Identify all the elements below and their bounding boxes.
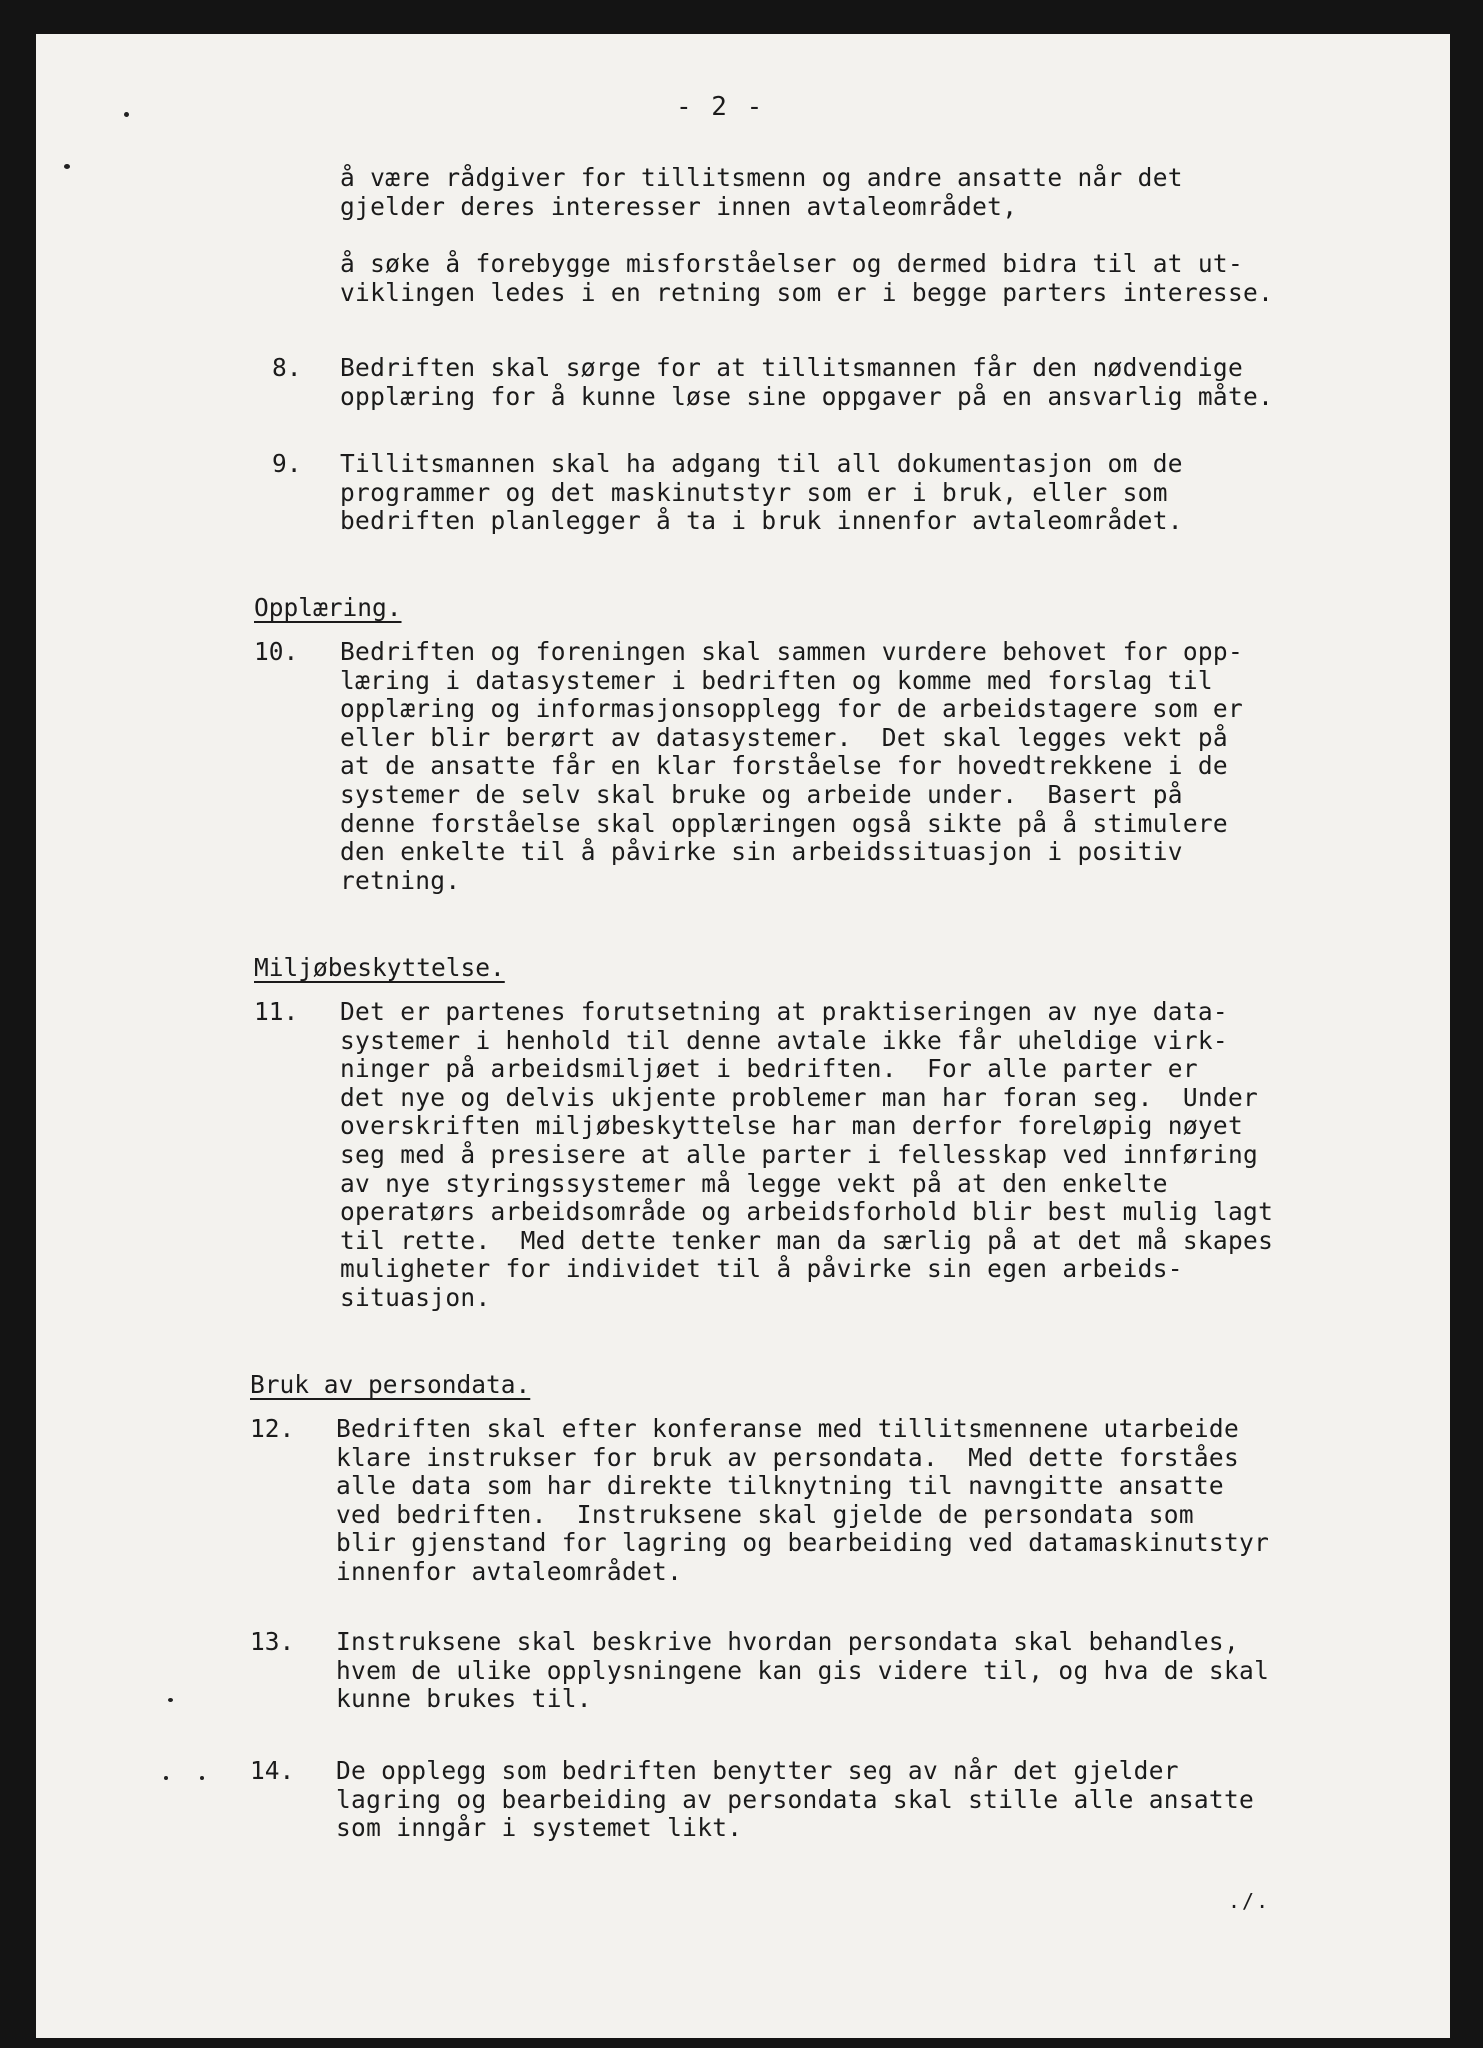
item-number: 14. xyxy=(250,1756,295,1785)
margin-speck xyxy=(200,1776,204,1780)
intro-paragraph-2: å søke å forebygge misforståelser og dermed bidra til at ut- viklingen ledes i en retning som er i begge parters interesse. xyxy=(340,249,1274,307)
item-text: Bedriften skal sørge for at tillitsmannen får den nødvendige opplæring for å kunne løse sine oppgaver på en ansvarlig måte. xyxy=(340,353,1274,411)
item-number: 10. xyxy=(254,637,299,666)
item-text: Bedriften og foreningen skal sammen vurdere behovet for opp- læring i datasystemer i bedriften og komme med forslag til opplæring og informasjonsopplegg for de arbeidstagere som er eller blir berørt av datasystemer. Det skal legges vekt på at de ansatte får en klar forståelse for hovedtrekkene i de systemer de selv skal bruke og arbeide under. Basert på denne forståelse skal opplæringen også sikte på å stimulere den enkelte til å påvirke sin arbeidssituasjon i positiv retning. xyxy=(340,637,1244,895)
margin-speck xyxy=(64,164,70,169)
item-number: 12. xyxy=(250,1414,295,1443)
margin-speck xyxy=(168,1698,173,1702)
item-number: 8. xyxy=(272,353,302,382)
item-number: 11. xyxy=(254,997,299,1026)
intro-paragraph-1: å være rådgiver for tillitsmenn og andre ansatte når det gjelder deres interesser innen avtaleområdet, xyxy=(340,163,1183,221)
section-heading: Bruk av persondata. xyxy=(250,1370,531,1399)
margin-speck xyxy=(124,112,129,117)
margin-speck xyxy=(164,1776,168,1780)
section-heading: Opplæring. xyxy=(254,593,402,622)
item-text: Tillitsmannen skal ha adgang til all dokumentasjon om de programmer og det maskinutstyr som er i bruk, eller som bedriften planlegger å ta i bruk innenfor avtaleområdet. xyxy=(340,449,1183,536)
page-number: - 2 - xyxy=(676,92,765,122)
item-text: De opplegg som bedriften benytter seg av når det gjelder lagring og bearbeiding av persondata skal stille alle ansatte som inngår i systemet likt. xyxy=(336,1756,1255,1843)
item-number: 13. xyxy=(250,1627,295,1656)
item-number: 9. xyxy=(272,449,302,478)
item-text: Det er partenes forutsetning at praktiseringen av nye data- systemer i henhold til denne avtale ikke får uheldige virk- ninger på arbeidsmiljøet i bedriften. For alle parter er det nye og delvis ukjente problemer man har foran seg. Under overskriften miljøbeskyttelse har man derfor foreløpig nøyet seg med å presisere at alle parter i fellesskap ved innføring av nye styringssystemer må legge vekt på at den enkelte operatørs arbeidsområde og arbeidsforhold blir best mulig lagt til rette. Med dette tenker man da særlig på at det må skapes muligheter for individet til å påvirke sin egen arbeids- situasjon. xyxy=(340,997,1274,1312)
item-text: Bedriften skal efter konferanse med tillitsmennene utarbeide klare instrukser for bruk av persondata. Med dette forståes alle data som har direkte tilknytning til navngitte ansatte ved bedriften. Instruksene skal gjelde de persondata som blir gjenstand for lagring og bearbeiding ved datamaskinutstyr innenfor avtaleområdet. xyxy=(336,1414,1270,1586)
item-text: Instruksene skal beskrive hvordan persondata skal behandles, hvem de ulike opplysningene kan gis videre til, og hva de skal kunne brukes til. xyxy=(336,1627,1270,1714)
section-heading: Miljøbeskyttelse. xyxy=(254,953,505,982)
document-page xyxy=(36,34,1450,2038)
continuation-mark: ./. xyxy=(1228,1889,1271,1913)
